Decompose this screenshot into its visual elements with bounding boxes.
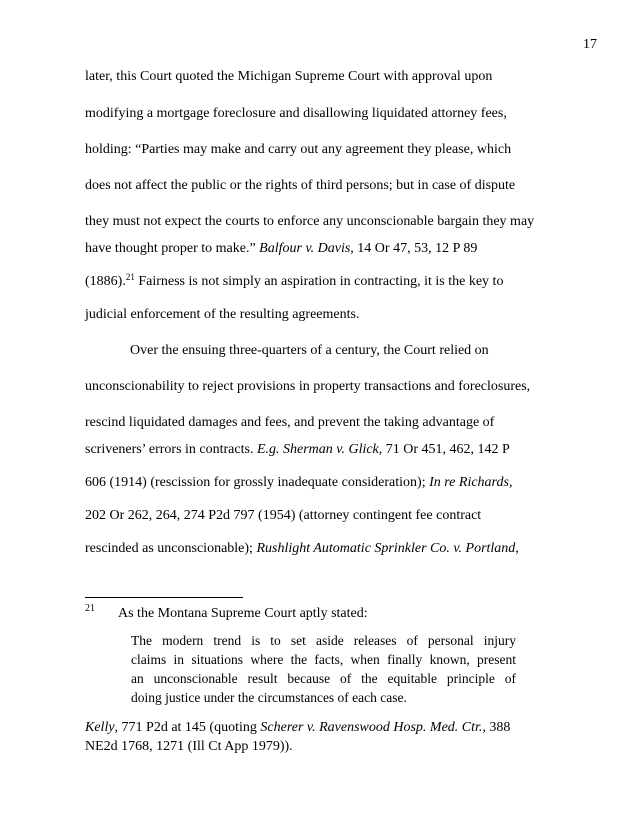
body-line: holding: “Parties may make and carry out any agreement they please, which <box>85 142 512 157</box>
body-line: 202 Or 262, 264, 274 P2d 797 (1954) (attorney contingent fee contract <box>85 508 482 523</box>
body-text: , 71 Or 451, 462, 142 P <box>378 442 510 457</box>
body-text: (1886). <box>85 274 126 289</box>
block-quote-line: an unconscionable result because of the equitable principle of <box>131 671 516 686</box>
body-text: have thought proper to make.” <box>85 241 260 256</box>
case-citation: Balfour v. Davis <box>259 241 351 256</box>
case-citation: Scherer v. Ravenswood Hosp. Med. Ctr. <box>260 720 483 735</box>
body-text: , <box>508 475 513 490</box>
footnote-reference: 21 <box>125 272 135 282</box>
body-text: Fairness is not simply an aspiration in contracting, it is the key to <box>134 274 504 289</box>
body-line: modifying a mortgage foreclosure and disallowing liquidated attorney fees, <box>85 106 507 121</box>
footnote-intro: As the Montana Supreme Court aptly stated: <box>118 606 368 621</box>
body-text: , 388 <box>482 720 511 735</box>
page-number: 17 <box>583 37 597 52</box>
body-text: , <box>515 541 519 556</box>
body-text: scriveners’ errors in contracts. <box>85 442 257 457</box>
block-quote-line: The modern trend is to set aside releases of personal injury <box>131 633 516 648</box>
paragraph-first-line: Over the ensuing three-quarters of a century, the Court relied on <box>130 343 489 358</box>
footnote-citation: NE2d 1768, 1271 (Ill Ct App 1979)). <box>85 739 293 754</box>
block-quote-line: doing justice under the circumstances of each case. <box>131 690 407 705</box>
body-line <box>85 541 519 557</box>
body-text: , 771 P2d at 145 (quoting <box>114 720 261 735</box>
body-text: , 14 Or 47, 53, 12 P 89 <box>350 241 478 256</box>
body-line: later, this Court quoted the Michigan Supreme Court with approval upon <box>85 69 493 84</box>
block-quote-line: claims in situations where the facts, when finally known, present <box>131 652 516 667</box>
body-text: 606 (1914) (rescission for grossly inadequate consideration); <box>85 475 430 490</box>
body-line: they must not expect the courts to enforce any unconscionable bargain they may <box>85 214 535 229</box>
footnote-number: 21 <box>85 603 95 614</box>
body-line: judicial enforcement of the resulting agreements. <box>85 307 360 322</box>
case-citation: Kelly <box>85 720 115 735</box>
body-line <box>85 442 510 458</box>
footnote-citation <box>85 720 510 736</box>
body-line: rescind liquidated damages and fees, and prevent the taking advantage of <box>85 415 495 430</box>
body-line: does not affect the public or the rights of third persons; but in case of dispute <box>85 178 516 193</box>
body-line <box>85 274 503 290</box>
case-citation: Rushlight Automatic Sprinkler Co. v. Portland <box>256 541 516 556</box>
body-text: rescinded as unconscionable); <box>85 541 257 556</box>
body-line <box>85 475 512 491</box>
footnote-separator <box>85 597 243 598</box>
case-citation: In re Richards <box>429 475 509 490</box>
case-citation: E.g. Sherman v. Glick <box>256 442 379 457</box>
body-line <box>85 241 477 257</box>
body-line: unconscionability to reject provisions in property transactions and foreclosures, <box>85 379 531 394</box>
